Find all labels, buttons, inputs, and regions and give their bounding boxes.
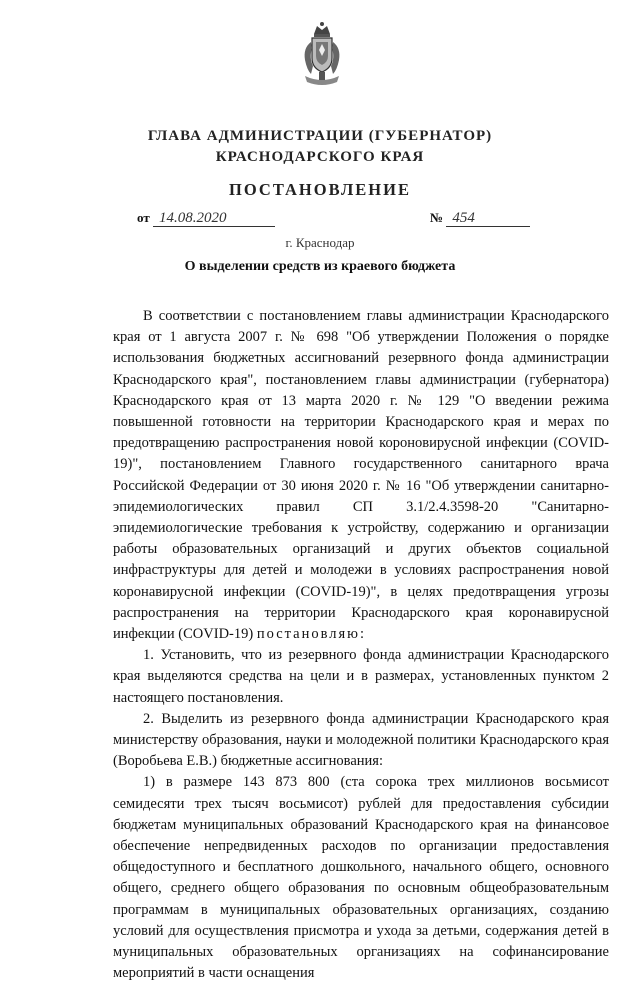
handwritten-number: 454: [446, 211, 530, 227]
date-prefix: от: [137, 210, 150, 225]
coat-of-arms-emblem: [299, 20, 345, 90]
document-body: [113, 306, 609, 985]
handwritten-date: 14.08.2020: [153, 211, 275, 227]
document-type: ПОСТАНОВЛЕНИЕ: [229, 180, 411, 199]
document-subject: О выделении средств из краевого бюджета: [184, 259, 456, 274]
paragraph-1: 1. Установить, что из резервного фонда администрации Краснодарского края выделяются средства на цели и в размерах, установленных пунктом 2 настоящего постановления.: [113, 647, 609, 706]
decree-word: постановляю:: [256, 626, 367, 643]
paragraph-2-1: 1) в размере 143 873 800 (ста сорока трех миллионов восьмисот семидесяти трех тысяч восьмисот) рублей для предоставления субсидии бюджетам муниципальных образований Краснодарского края на финансовое обеспечение непредвиденных расходов по организации предоставления общедоступного и бесплатного дошкольного, начального общего, основного общего, среднего общего образования по основным общеобразовательным программам в муниципальных образовательных организациях, созданию условий для осуществления присмотра и ухода за детьми, содержания детей в муниципальных образовательных организациях на софинансирование мероприятий в части оснащения: [113, 774, 609, 982]
intro-paragraph: [113, 306, 609, 645]
city: г. Краснодар: [285, 235, 355, 250]
paragraph-2: 2. Выделить из резервного фонда администрации Краснодарского края министерству образования, науки и молодежной политики Краснодарского края (Воробьева Е.В.) бюджетные ассигнования:: [113, 710, 609, 770]
issuer-title-line1: ГЛАВА АДМИНИСТРАЦИИ (ГУБЕРНАТОР): [147, 128, 493, 144]
number-row: [430, 210, 530, 227]
number-prefix: №: [430, 210, 444, 225]
date-row: [137, 210, 275, 227]
intro-text: В соответствии с постановлением главы администрации Краснодарского края от 1 августа 2007 г. № 698 "Об утверждении Положения о порядке использования бюджетных ассигнований резервного фонда администрации Краснодарского края", постановлением главы администрации (губернатора) Краснодарского края от 13 марта 2020 г. № 129 "О введении режима повышенной готовности на территории Краснодарского края и мерах по предотвращению распространения новой короновирусной инфекции (COVID-19)", постановлением Главного государственного санитарного врача Российской Федерации от 30 июня 2020 г. № 16 "Об утверждении санитарно-эпидемиологических правил СП 3.1/2.4.3598-20 "Санитарно-эпидемиологические требования к устройству, содержанию и организации работы образовательных организаций и других объектов социальной инфраструктуры для детей и молодежи в условиях распространения новой коронавирусной инфекции (COVID-19)", в целях предотвращения угрозы распространения на территории Краснодарского края коронавирусной инфекции (COVID-19): [113, 308, 609, 643]
issuer-title-line2: КРАСНОДАРСКОГО КРАЯ: [215, 149, 425, 165]
